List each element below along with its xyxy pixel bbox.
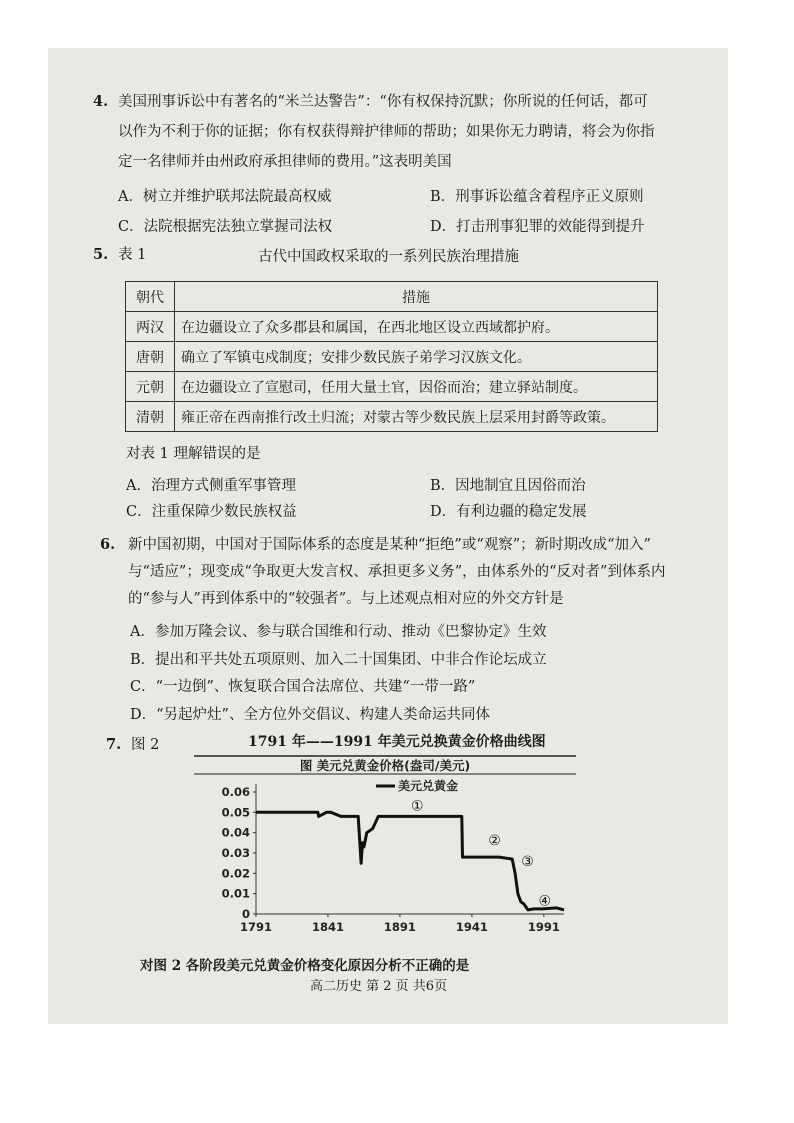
q5-option-a: A．治理方式侧重军事管理	[126, 478, 296, 494]
measure-cell: 确立了军镇屯戍制度；安排少数民族子弟学习汉族文化。	[175, 342, 658, 372]
y-tick-label: 0.04	[221, 825, 250, 840]
x-tick-label: 1791	[239, 920, 273, 934]
x-tick-label: 1991	[527, 920, 560, 934]
q4-line-3: 定一名律师并由州政府承担律师的费用。”这表明美国	[118, 154, 452, 170]
measure-cell: 在边疆设立了宣慰司，任用大量土官，因俗而治；建立驿站制度。	[175, 372, 658, 402]
annotation-1: ①	[410, 798, 424, 815]
q4-option-a: A．树立并维护联邦法院最高权威	[118, 189, 332, 205]
q7-figure-label: 图 2	[131, 737, 160, 753]
q5-table-label: 表 1	[118, 247, 147, 263]
q4-option-c: C．法院根据宪法独立掌握司法权	[118, 219, 333, 235]
q7-number: 7.	[106, 736, 122, 753]
table-header-row	[126, 282, 658, 312]
y-tick-label: 0.05	[221, 805, 250, 820]
y-tick-label: 0.02	[221, 866, 250, 881]
q5-option-d: D．有利边疆的稳定发展	[430, 504, 587, 520]
q7-figure-title: 1791 年——1991 年美元兑换黄金价格曲线图	[248, 734, 546, 750]
q4-number: 4.	[93, 93, 109, 110]
x-tick-label: 1891	[383, 920, 416, 934]
y-tick-label: 0.03	[221, 846, 250, 860]
table-row	[126, 342, 658, 372]
header-measure: 措施	[175, 282, 658, 312]
q6-line-1: 新中国初期，中国对于国际体系的态度是某种“拒绝”或“观察”；新时期改成“加入”	[128, 537, 651, 553]
q5-option-c: C．注重保障少数民族权益	[126, 504, 297, 520]
table-row	[126, 312, 658, 342]
header-dynasty: 朝代	[126, 282, 175, 312]
q5-table-title: 古代中国政权采取的一系列民族治理措施	[258, 249, 519, 265]
x-tick-label: 1841	[311, 920, 344, 934]
y-tick-label: 0.06	[221, 785, 250, 799]
annotation-3: ③	[521, 854, 534, 871]
dynasty-cell: 唐朝	[126, 342, 175, 372]
q6-line-3: 的“参与人”再到体系中的“较强者”。与上述观点相对应的外交方针是	[128, 591, 564, 607]
legend-label: 美元兑黄金	[398, 779, 459, 793]
q4-line-2: 以作为不利于你的证据；你有权获得辩护律师的帮助；如果你无力聘请，将会为你指	[118, 124, 655, 140]
q6-option-a: A．参加万隆会议、参与联合国维和行动、推动《巴黎协定》生效	[130, 624, 547, 640]
table-row	[126, 402, 658, 432]
q5-number: 5.	[93, 246, 109, 263]
y-tick-label: 0.01	[221, 886, 250, 901]
y-tick-label: 0	[241, 907, 250, 921]
gold-price-chart	[190, 752, 580, 952]
measure-cell: 在边疆设立了众多郡县和属国，在西北地区设立西域都护府。	[175, 312, 658, 342]
dynasty-cell: 两汉	[126, 312, 175, 342]
table-row	[126, 372, 658, 402]
q7-stem: 对图 2 各阶段美元兑黄金价格变化原因分析不正确的是	[140, 958, 470, 974]
measures-table	[125, 281, 658, 432]
q6-option-b: B．提出和平共处五项原则、加入二十国集团、中非合作论坛成立	[130, 652, 547, 668]
annotation-4: ④	[538, 893, 552, 910]
x-tick-label: 1941	[455, 920, 488, 934]
q6-line-2: 与“适应”；现变成“争取更大发言权、承担更多义务”，由体系外的“反对者”到体系内	[128, 564, 666, 580]
dynasty-cell: 清朝	[126, 402, 175, 432]
dynasty-cell: 元朝	[126, 372, 175, 402]
measure-cell: 雍正帝在西南推行改土归流；对蒙古等少数民族上层采用封爵等政策。	[175, 402, 658, 432]
q5-option-b: B．因地制宜且因俗而治	[430, 478, 586, 494]
q5-stem: 对表 1 理解错误的是	[126, 446, 261, 462]
q4-option-b: B．刑事诉讼蕴含着程序正义原则	[430, 189, 644, 205]
chart-title: 图 美元兑黄金价格(盎司/美元)	[299, 758, 471, 773]
q6-option-d: D．“另起炉灶”、全方位外交倡议、构建人类命运共同体	[130, 707, 490, 723]
q4-line-1: 美国刑事诉讼中有著名的“米兰达警告”：“你有权保持沉默；你所说的任何话，都可	[118, 94, 648, 110]
page-footer: 高二历史 第 2 页 共6页	[310, 979, 448, 994]
series-line-usd-gold	[256, 812, 564, 910]
annotation-2: ②	[488, 832, 501, 849]
q6-option-c: C．“一边倒”、恢复联合国合法席位、共建“一带一路”	[130, 679, 476, 695]
q6-number: 6.	[100, 536, 116, 553]
q4-option-d: D．打击刑事犯罪的效能得到提升	[430, 219, 645, 235]
